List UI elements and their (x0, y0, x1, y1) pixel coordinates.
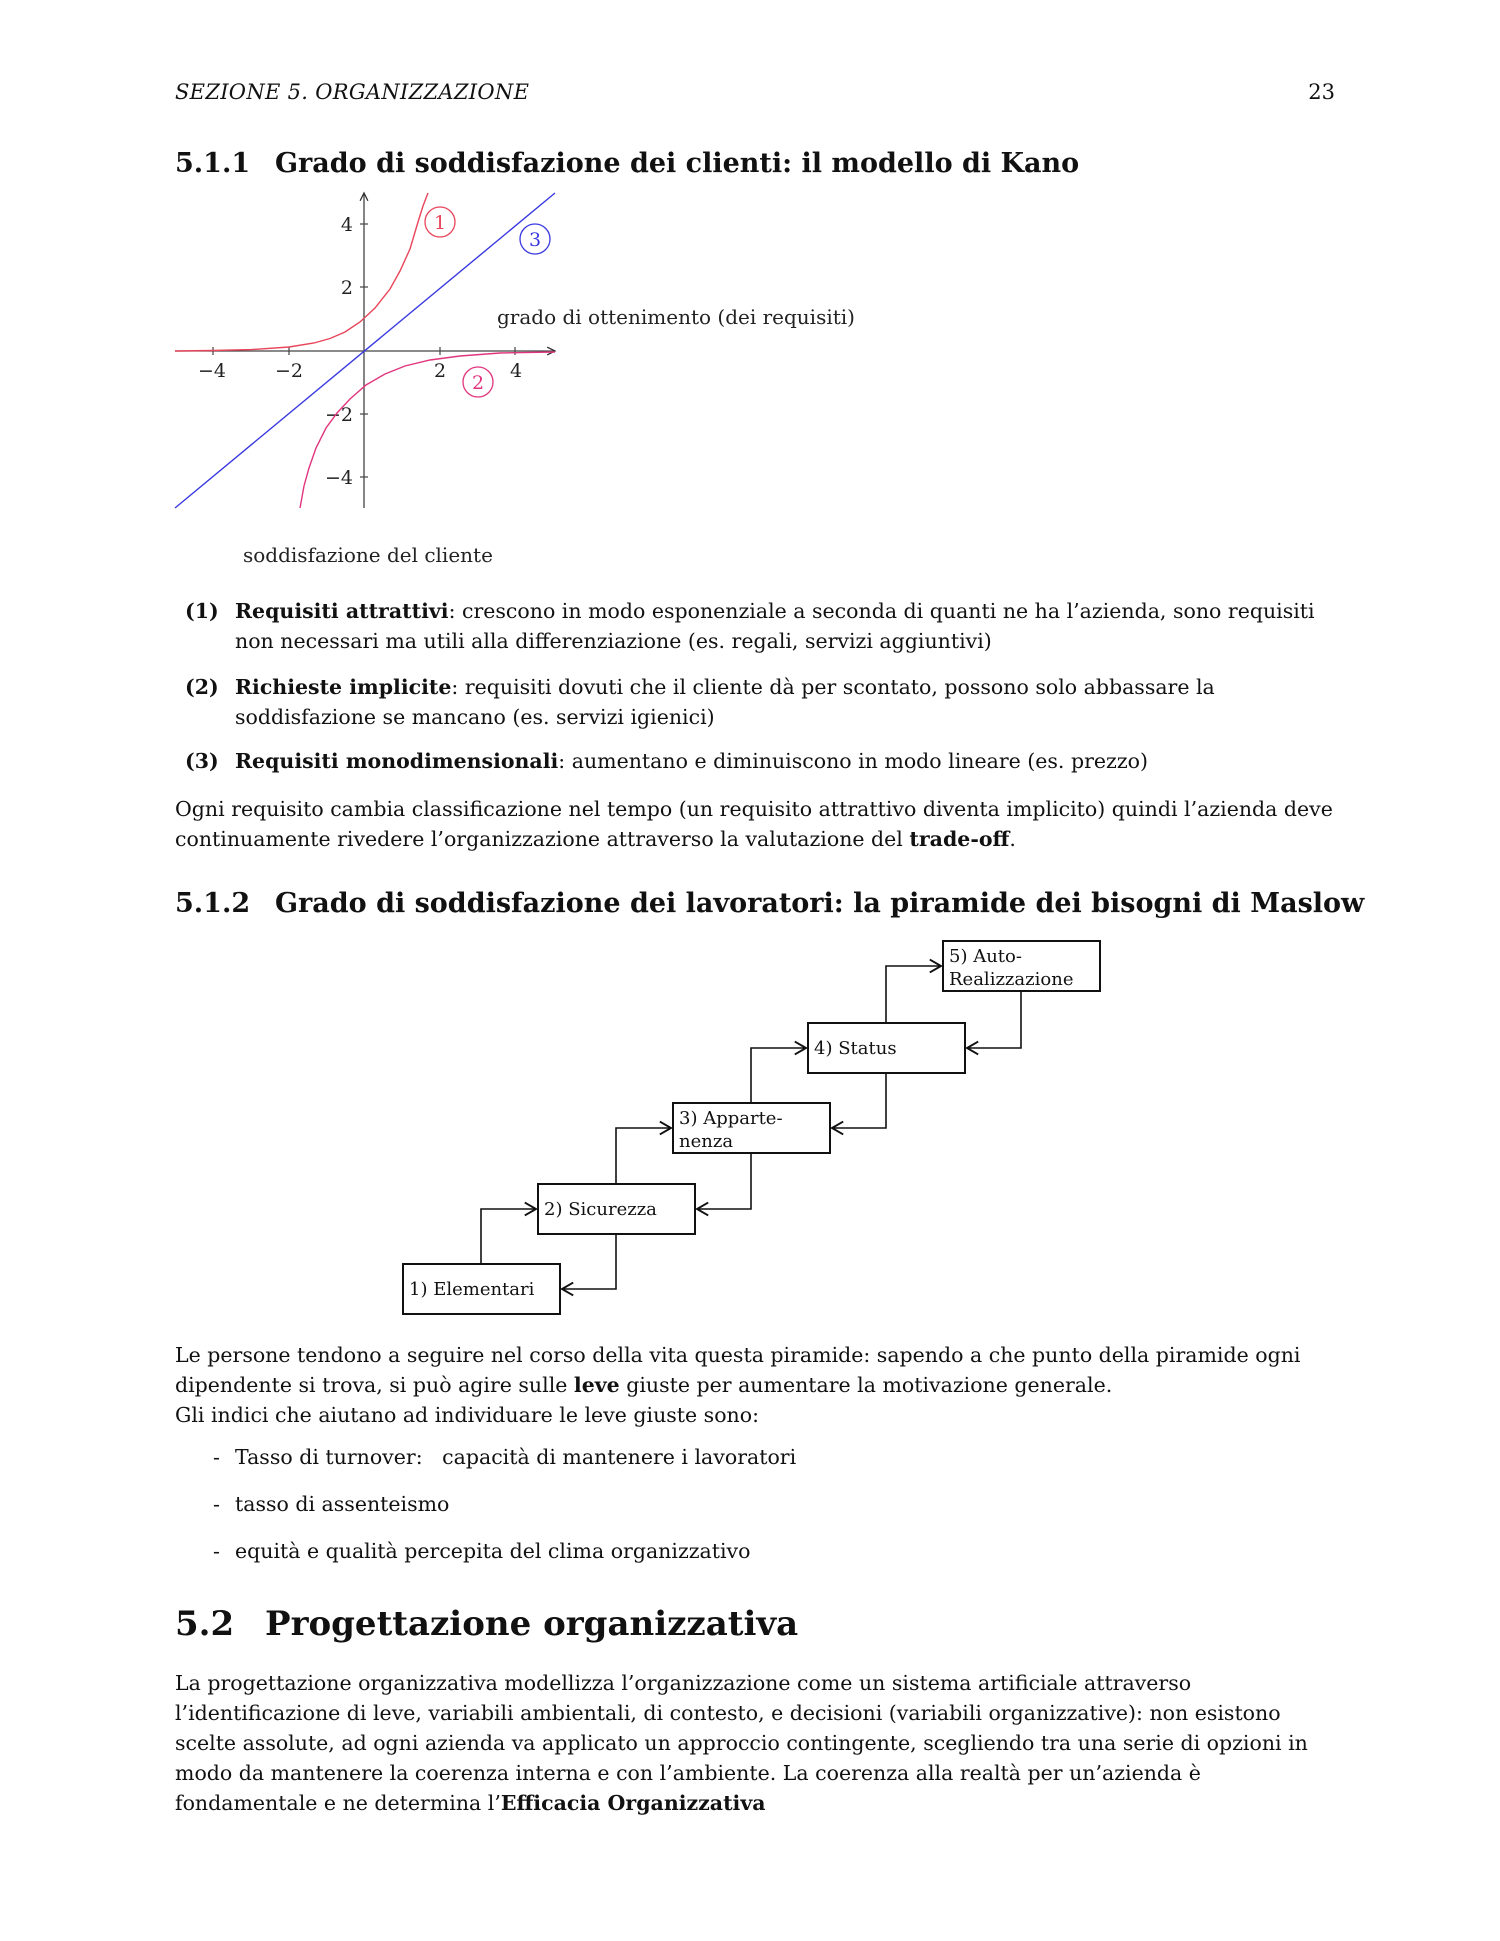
curve-1-label: 1 (433, 212, 447, 234)
maslow-paragraph-end: giuste per aumentare la motivazione generale. (619, 1373, 1113, 1397)
maslow-step-4-label: 4) Status (814, 1038, 897, 1059)
x-tick-label: −4 (197, 360, 227, 382)
running-header: SEZIONE 5. ORGANIZZAZIONE (175, 80, 530, 104)
progettazione-paragraph (175, 1668, 1347, 1818)
section-heading (175, 1604, 798, 1644)
arrow-step-2-to-1 (562, 1234, 616, 1289)
maslow-step-5-label-line2: Realizzazione (949, 969, 1074, 990)
maslow-heading-title: Grado di soddisfazione dei lavoratori: la piramide dei bisogni di Maslow (275, 888, 1365, 919)
y-axis-label: soddisfazione del cliente (243, 543, 493, 567)
item-label: (1) (185, 599, 219, 623)
list-item-text: equità e qualità percepita del clima organizzativo (235, 1539, 751, 1563)
arrow-step-4-to-5 (886, 966, 941, 1023)
arrow-step-3-to-2 (697, 1153, 751, 1209)
list-item-text: tasso di assenteismo (235, 1492, 450, 1516)
curve-2-label: 2 (471, 372, 485, 394)
arrow-step-1-to-2 (481, 1209, 536, 1264)
item-term: Requisiti attrattivi (235, 599, 449, 623)
maslow-step-1-label: 1) Elementari (409, 1279, 535, 1300)
x-axis-label: grado di ottenimento (dei requisiti) (497, 305, 855, 329)
y-tick-label: −4 (324, 467, 353, 489)
arrow-step-3-to-4 (751, 1048, 806, 1103)
progettazione-paragraph-text: La progettazione organizzativa modellizza l’organizzazione come un sistema artificiale attraverso l’identificazione di leve, variabili ambientali, di contesto, e decisioni (variabili organizzative): non esistono scelte assolute, ad ogni azienda va applicato un approccio contingente, scegliendo tra una serie di opzioni in modo da mantenere la coerenza interna e con l’ambiente. La coerenza alla realtà per un’azienda è fondamentale e ne determina l’ (175, 1671, 1308, 1815)
arrow-step-4-to-3 (832, 1073, 886, 1128)
item-term: Richieste implicite (235, 675, 452, 699)
kano-conclusion-end: . (1009, 827, 1016, 851)
trade-off-term: trade-off (909, 827, 1010, 851)
maslow-paragraph-text: Le persone tendono a seguire nel corso della vita questa piramide: sapendo a che punto della piramide ogni dipendente si trova, si può agire sulle (175, 1343, 1301, 1397)
maslow-step-5-label: 5) Auto- (949, 946, 1022, 967)
maslow-heading-number: 5.1.2 (175, 888, 251, 919)
item-text: : aumentano e diminuiscono in modo lineare (es. prezzo) (558, 749, 1148, 773)
maslow-step-3-label: 3) Apparte- (679, 1108, 783, 1129)
maslow-step-3-label-line2: nenza (679, 1131, 734, 1152)
curve-3-label: 3 (528, 229, 542, 251)
arrow-step-5-to-4 (967, 991, 1021, 1048)
kano-conclusion-text: Ogni requisito cambia classificazione nel tempo (un requisito attrattivo diventa implicito) quindi l’azienda deve continuamente rivedere l’organizzazione attraverso la valutazione del (175, 797, 1333, 851)
arrow-step-2-to-3 (616, 1128, 671, 1184)
item-label: (3) (185, 749, 219, 773)
item-text: : requisiti dovuti che il cliente dà per scontato, possono solo abbassare la soddisfazione se mancano (es. servizi igienici) (235, 675, 1215, 729)
x-tick-label: 2 (433, 360, 447, 382)
leve-term: leve (573, 1373, 620, 1397)
list-item-text: Tasso di turnover: capacità di mantenere i lavoratori (235, 1445, 797, 1469)
list-item: - equità e qualità percepita del clima organizzativo (213, 1539, 751, 1563)
x-tick-label: −2 (274, 360, 304, 382)
maslow-step-2-label: 2) Sicurezza (544, 1199, 657, 1220)
list-item: - tasso di assenteismo (213, 1492, 450, 1516)
maslow-indices-intro: Gli indici che aiutano ad individuare le leve giuste sono: (175, 1403, 759, 1427)
item-term: Requisiti monodimensionali (235, 749, 559, 773)
y-tick-label: 4 (340, 214, 353, 236)
item-label: (2) (185, 675, 219, 699)
kano-heading-number: 5.1.1 (175, 148, 251, 179)
item-text: : crescono in modo esponenziale a seconda di quanti ne ha l’azienda, sono requisiti non necessari ma utili alla differenziazione (es. regali, servizi aggiuntivi) (235, 599, 1315, 653)
page-number: 23 (1308, 80, 1335, 104)
y-tick-label: −2 (324, 404, 353, 426)
x-tick-label: 4 (509, 360, 523, 382)
section-heading-number: 5.2 (175, 1604, 235, 1644)
maslow-paragraph (175, 1340, 1335, 1430)
list-item: - Tasso di turnover: capacità di mantenere i lavoratori (213, 1445, 797, 1469)
section-heading-title: Progettazione organizzativa (265, 1604, 799, 1644)
y-tick-label: 2 (340, 277, 353, 299)
kano-heading-title: Grado di soddisfazione dei clienti: il modello di Kano (275, 148, 1080, 179)
efficacia-term: Efficacia Organizzativa (500, 1791, 766, 1815)
